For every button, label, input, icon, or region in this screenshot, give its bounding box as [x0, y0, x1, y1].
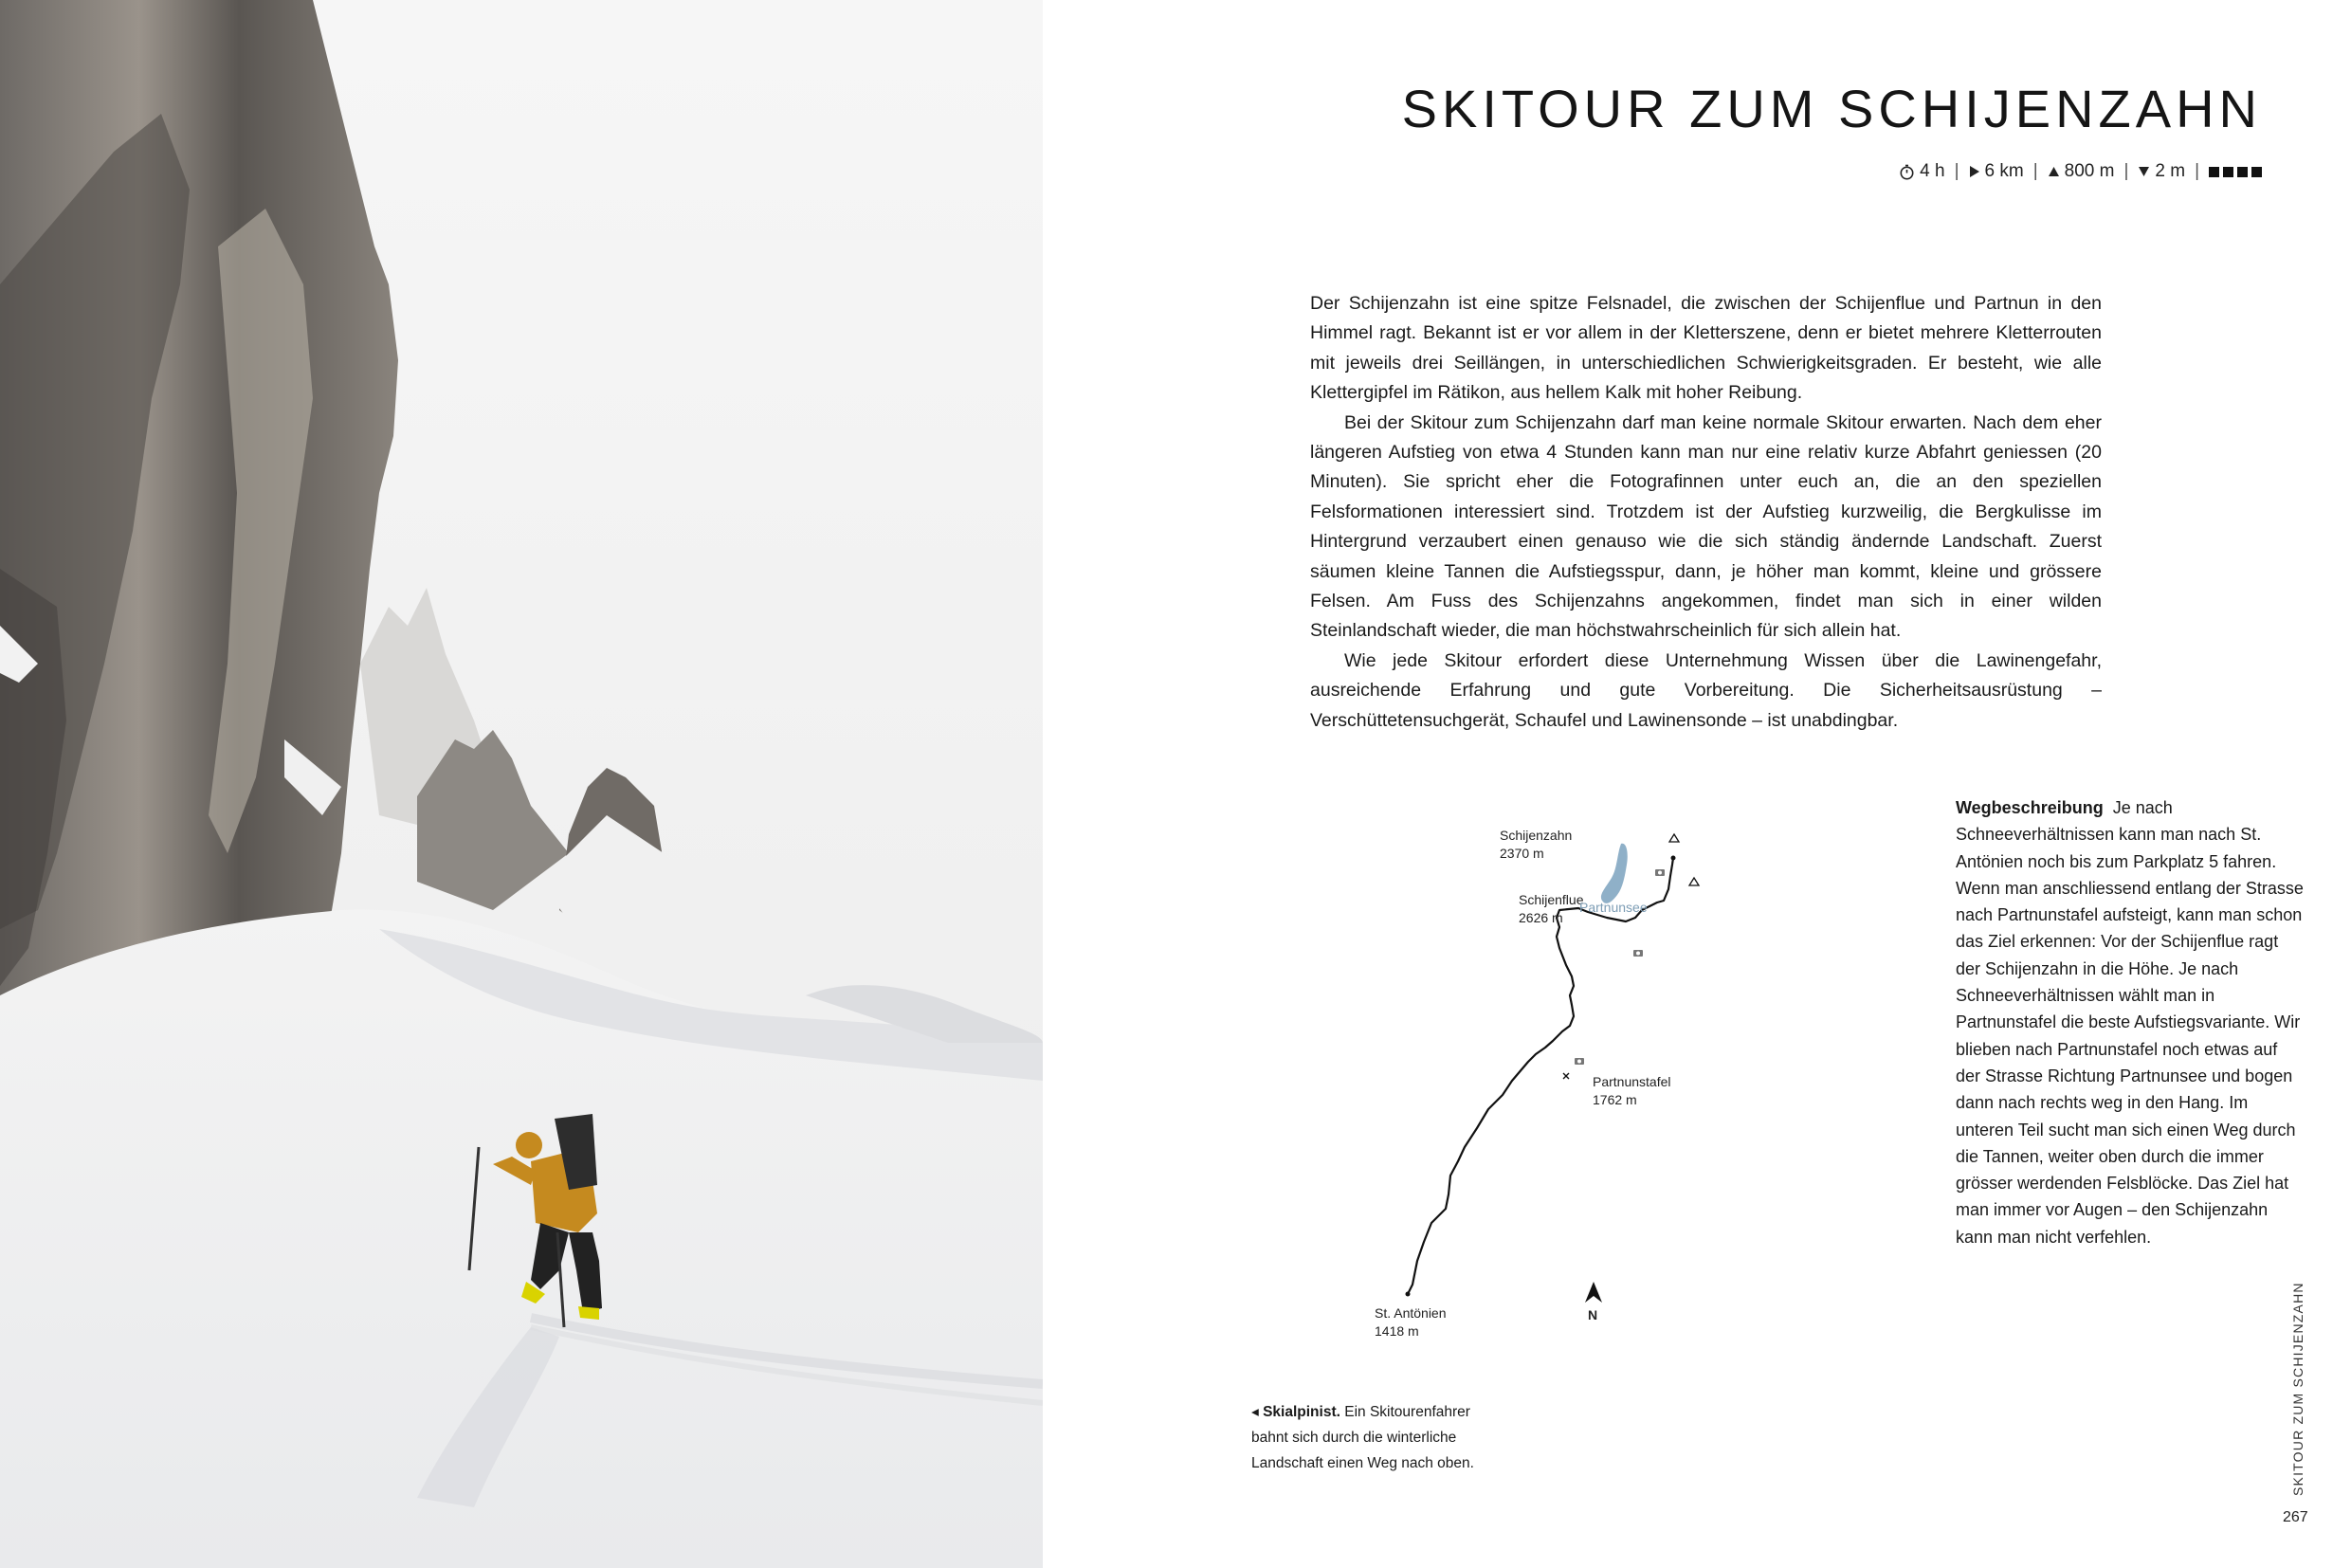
- tour-stats: [1899, 161, 2262, 182]
- schijenflue-label: Schijenflue 2626 m: [1519, 892, 1584, 925]
- north-arrow-icon: [1585, 1282, 1602, 1303]
- camera-icon: [1575, 1058, 1584, 1065]
- triangle-down-icon: [2138, 166, 2150, 177]
- separator: |: [2195, 161, 2199, 181]
- difficulty-square: [2251, 167, 2262, 177]
- stopwatch-icon: [1899, 164, 1915, 180]
- partnunstafel-marker: [1563, 1073, 1569, 1079]
- partnunsee-lake-shape: [1601, 844, 1628, 903]
- route-map: [1346, 815, 1744, 1346]
- partnunstafel-label: Partnunstafel 1762 m: [1593, 1074, 1671, 1107]
- hero-photo: [0, 0, 1043, 1568]
- distance-stat: [1969, 161, 2024, 182]
- ascent-value: 800 m: [2064, 161, 2115, 181]
- duration-value: 4 h: [1920, 161, 1945, 181]
- descent-value: 2 m: [2155, 161, 2186, 181]
- running-head: SKITOUR ZUM SCHIJENZAHN: [2290, 1282, 2305, 1496]
- body-paragraph-3: Wie jede Skitour erfordert diese Unternehmung Wissen über die Lawinengefahr, ausreichende Erfahrung und gute Vorbereitung. Die Sicherheitsausrüstung – Verschüttetensuchgerät, Schaufel und Lawinensonde – ist unabdingbar.: [1310, 649, 2102, 731]
- page-title: SKITOUR ZUM SCHIJENZAHN: [1401, 79, 2262, 138]
- difficulty-rating: [2209, 167, 2262, 177]
- distance-value: 6 km: [1984, 161, 2024, 181]
- schijenzahn-label: Schijenzahn 2370 m: [1500, 828, 1573, 861]
- camera-icon: [1655, 869, 1665, 876]
- route-description: [1956, 794, 2306, 1250]
- difficulty-square: [2237, 167, 2248, 177]
- caption-text: Ein Skitourenfahrer bahnt sich durch die winterliche Landschaft einen Weg nach oben.: [1251, 1404, 1474, 1471]
- photo-caption: [1251, 1399, 1479, 1476]
- body-paragraph-2: Bei der Skitour zum Schijenzahn darf man keine normale Skitour erwarten. Nach dem eher längeren Aufstieg von etwa 4 Stunden kann man nur eine relativ kurze Abfahrt geniessen (20 Minuten). Sie spricht eher die Fotografinnen unter euch an, die an den speziellen Felsformationen interessiert sind. Trotzdem ist der Aufstieg kurzweilig, die Bergkulisse im Hintergrund verzaubert einen genauso wie die sich ständig ändernde Landschaft. Zuerst säumen kleine Tannen die Aufstiegsspur, dann, je höher man kommt, kleine und grössere Felsen. Am Fuss des Schijenzahns angekommen, findet man sich in einer wilden Steinlandschaft wieder, die man höchstwahrscheinlich für sich allein hat.: [1310, 411, 2102, 642]
- difficulty-square: [2223, 167, 2233, 177]
- caption-label: Skialpinist.: [1263, 1404, 1340, 1420]
- separator: |: [2123, 161, 2129, 181]
- north-label: N: [1588, 1307, 1598, 1322]
- caption-arrow-icon: ◂: [1251, 1404, 1259, 1420]
- summit-marker: [1671, 856, 1676, 861]
- partnunsee-label: Partnunsee: [1579, 900, 1648, 915]
- ascent-stat: [2048, 161, 2115, 182]
- body-paragraph-1: Der Schijenzahn ist eine spitze Felsnadel, die zwischen der Schijenflue und Partnun in den Himmel ragt. Bekannt ist er vor allem in der Kletterszene, denn er bietet mehrere Kletterrouten mit jeweils drei Seillängen, in unterschiedlichen Schwierigkeitsgraden. Er besteht, wie alle Klettergipfel im Rätikon, aus hellem Kalk mit hoher Reibung.: [1310, 293, 2102, 404]
- triangle-up-icon: [2048, 166, 2060, 177]
- camera-icon: [1633, 950, 1643, 957]
- st-antoenien-label: St. Antönien 1418 m: [1375, 1305, 1447, 1339]
- article-body: [1310, 289, 2102, 736]
- skier-photo-illustration: [0, 0, 1043, 1568]
- descent-stat: [2138, 161, 2185, 182]
- schijenflue-triangle-icon: [1689, 878, 1699, 885]
- route-text: Je nach Schneeverhältnissen kann man nach St. Antönien noch bis zum Parkplatz 5 fahren. Wenn man anschliessend entlang der Strasse nach Partnunstafel aufsteigt, kann man schon das Ziel erkennen: Vor der Schijenflue ragt der Schijenzahn in die Höhe. Je nach Schneeverhältnissen wählt man in Partnunstafel die beste Aufstiegsvariante. Wir blieben nach Partnunstafel noch etwas auf der Strasse Richtung Partnunsee und bogen dann nach rechts weg in den Hang. Im unteren Teil sucht man sich einen Weg durch die Tannen, weiter oben durch die immer grösser werdenden Felsblöcke. Das Ziel hat man immer vor Augen – den Schijenzahn kann man nicht verfehlen.: [1956, 798, 2304, 1247]
- play-arrow-icon: [1969, 165, 1980, 178]
- duration-stat: [1899, 161, 1944, 182]
- separator: |: [1954, 161, 1959, 181]
- separator: |: [2032, 161, 2038, 181]
- page-number: 267: [2283, 1509, 2308, 1525]
- schijenzahn-triangle-icon: [1669, 834, 1679, 842]
- start-marker: [1406, 1292, 1411, 1297]
- difficulty-square: [2209, 167, 2219, 177]
- route-label: Wegbeschreibung: [1956, 798, 2104, 817]
